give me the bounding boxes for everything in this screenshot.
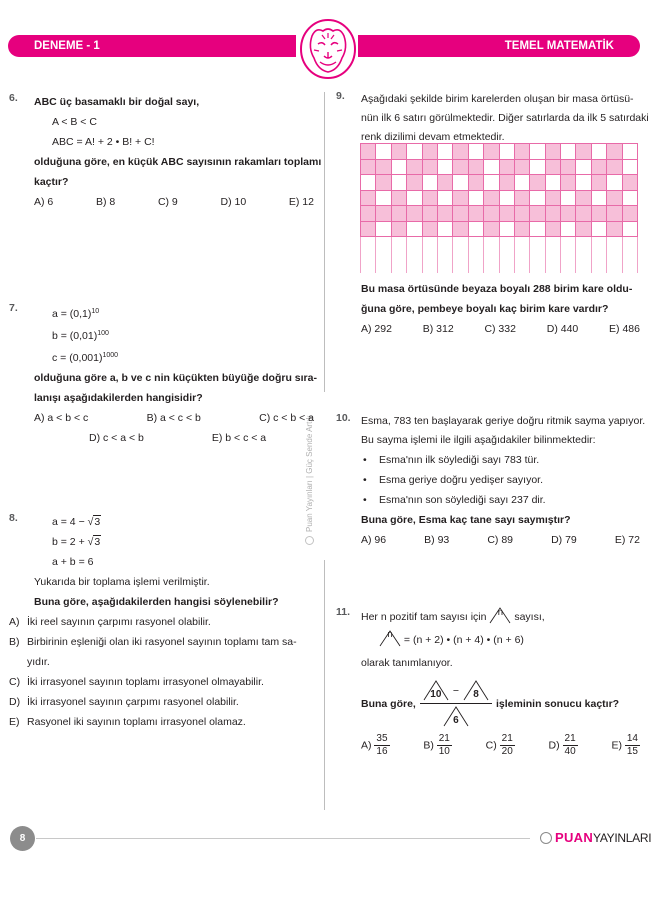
white-cell xyxy=(592,222,607,238)
equation: A < B < C xyxy=(52,116,97,128)
question-prompt: Bu masa örtüsünde beyaza boyalı 288 birim kare oldu- xyxy=(361,283,633,295)
grid-column-extension xyxy=(423,237,438,273)
bullet-item: • Esma'nın son söylediği sayı 237 dir. xyxy=(363,494,546,506)
pink-cell xyxy=(592,160,607,176)
question-prompt: kaçtır? xyxy=(34,176,69,188)
white-cell xyxy=(623,191,638,207)
option-c[interactable]: C) İki irrasyonel sayının toplamı irrasyonel olmayabilir. xyxy=(9,676,264,688)
question-number: 11. xyxy=(336,606,351,618)
white-cell xyxy=(484,160,499,176)
question-9-prompt xyxy=(336,279,640,339)
question-number: 6. xyxy=(9,92,18,104)
pink-cell xyxy=(546,144,561,160)
option-a[interactable]: A) $\frac{35}{16}$ xyxy=(361,733,388,757)
grid-column-extension xyxy=(607,237,622,273)
grid-column-extension xyxy=(407,237,422,273)
white-cell xyxy=(469,191,484,207)
pink-cell xyxy=(392,206,407,222)
white-cell xyxy=(376,222,391,238)
pink-cell xyxy=(484,191,499,207)
pink-cell xyxy=(515,160,530,176)
question-stem: Aşağıdaki şekilde birim karelerden oluşan bir masa örtüsü- xyxy=(361,93,634,105)
grid-column-extension xyxy=(515,237,530,273)
white-cell xyxy=(515,175,530,191)
pink-cell xyxy=(423,144,438,160)
column-divider-top xyxy=(324,92,325,392)
pink-cell xyxy=(607,144,622,160)
pink-cell xyxy=(546,206,561,222)
pink-cell xyxy=(500,206,515,222)
pink-cell xyxy=(546,160,561,176)
equation-c: $c = (0,001)^{1000}$ xyxy=(52,352,119,364)
pink-cell xyxy=(453,191,468,207)
pink-cell xyxy=(423,191,438,207)
white-cell xyxy=(623,160,638,176)
triangle-operator-icon: 8 xyxy=(463,680,489,701)
option-a[interactable]: A) 292 xyxy=(361,323,392,335)
pink-cell xyxy=(515,144,530,160)
white-cell xyxy=(576,175,591,191)
grid-column-extension xyxy=(484,237,499,273)
question-prompt: Buna göre, aşağıdakilerden hangisi söylenebilir? xyxy=(34,596,279,608)
triangle-fraction: 10 − 8 6 xyxy=(420,680,492,727)
question-10 xyxy=(336,412,646,550)
pink-cell xyxy=(546,222,561,238)
pink-cell xyxy=(607,222,622,238)
option-e[interactable]: E) 486 xyxy=(609,323,640,335)
question-info: Yukarıda bir toplama işlemi verilmiştir. xyxy=(34,576,210,588)
pink-cell xyxy=(361,191,376,207)
equation-a: $a = (0,1)^{10}$ xyxy=(52,308,100,320)
white-cell xyxy=(561,191,576,207)
pink-cell xyxy=(576,206,591,222)
pink-cell xyxy=(607,160,622,176)
pink-cell xyxy=(438,175,453,191)
grid-column-extension xyxy=(392,237,407,273)
pink-cell xyxy=(561,160,576,176)
question-prompt: lanışı aşağıdakilerden hangisidir? xyxy=(34,392,203,404)
brand-rest: YAYINLARI xyxy=(593,830,652,845)
bullet-item: • Esma'nın ilk söylediği sayı 783 tür. xyxy=(363,454,540,466)
white-cell xyxy=(561,144,576,160)
pink-cell xyxy=(484,206,499,222)
pink-cell xyxy=(361,222,376,238)
question-11 xyxy=(336,606,640,758)
column-divider-bottom xyxy=(324,560,325,810)
question-stem: nün ilk 6 satırı görülmektedir. Diğer satırlarda da ilk 5 satırdaki xyxy=(361,112,649,124)
operator-definition: n = (n + 2) • (n + 4) • (n + 6) xyxy=(361,628,640,652)
triangle-operator-icon: n xyxy=(379,630,401,647)
answer-options xyxy=(361,319,640,339)
grid-column-extension xyxy=(500,237,515,273)
pink-cell xyxy=(392,222,407,238)
brand-bold: PUAN xyxy=(555,830,594,845)
question-stem: ABC üç basamaklı bir doğal sayı, xyxy=(34,96,200,108)
option-c[interactable]: C) $\frac{21}{20}$ xyxy=(485,733,513,757)
question-stem: Bu sayma işlemi ile ilgili aşağıdakiler bilinmektedir: xyxy=(361,434,596,446)
option-d[interactable]: D) c < a < b xyxy=(89,432,144,444)
option-d[interactable]: D) $\frac{21}{40}$ xyxy=(548,733,576,757)
grid-column-extension xyxy=(453,237,468,273)
pink-cell xyxy=(530,175,545,191)
tablecloth-figure xyxy=(360,143,638,273)
equation-a: a = 4 − √3 xyxy=(52,516,101,528)
white-cell xyxy=(438,191,453,207)
option-e[interactable]: E) $\frac{14}{15}$ xyxy=(611,733,638,757)
pink-cell xyxy=(361,160,376,176)
option-a[interactable]: A) İki reel sayının çarpımı rasyonel olabilir. xyxy=(9,616,211,628)
question-number: 9. xyxy=(336,90,345,102)
pink-cell xyxy=(484,222,499,238)
option-d[interactable]: D) 10 xyxy=(220,196,247,208)
white-cell xyxy=(623,222,638,238)
question-prompt: olduğuna göre a, b ve c nin küçükten büyüğe doğru sıra- xyxy=(34,372,317,384)
question-prompt: Buna göre, Esma kaç tane sayı saymıştır? xyxy=(361,514,571,526)
option-c[interactable]: C) 332 xyxy=(484,323,516,335)
pink-cell xyxy=(392,144,407,160)
pink-cell xyxy=(407,206,422,222)
pink-cell xyxy=(407,175,422,191)
pink-cell xyxy=(361,206,376,222)
pink-cell xyxy=(453,222,468,238)
pink-cell xyxy=(607,206,622,222)
question-6 xyxy=(9,92,322,212)
white-cell xyxy=(407,222,422,238)
white-cell xyxy=(438,144,453,160)
option-d[interactable]: D) 440 xyxy=(546,323,579,335)
pink-cell xyxy=(576,191,591,207)
question-prompt: Buna göre, 10 − 8 6 işleminin sonucu kaçtır? xyxy=(361,680,640,727)
option-c[interactable]: C) 9 xyxy=(157,196,178,208)
pink-cell xyxy=(376,175,391,191)
white-cell xyxy=(530,160,545,176)
question-number: 10. xyxy=(336,412,351,424)
option-b[interactable]: B) 93 xyxy=(424,534,450,546)
equation: ABC = A! + 2 • B! + C! xyxy=(52,136,155,148)
pink-cell xyxy=(530,206,545,222)
question-9 xyxy=(336,90,649,147)
footer-divider xyxy=(36,838,530,839)
pink-cell xyxy=(423,206,438,222)
white-cell xyxy=(376,144,391,160)
pink-cell xyxy=(423,160,438,176)
equation-sum: a + b = 6 xyxy=(52,556,94,568)
header-left-band xyxy=(8,35,296,57)
white-cell xyxy=(530,144,545,160)
question-7 xyxy=(9,302,317,448)
grid-column-extension xyxy=(561,237,576,273)
pink-cell xyxy=(423,222,438,238)
white-cell xyxy=(438,222,453,238)
pink-cell xyxy=(592,206,607,222)
tiger-head-icon xyxy=(297,18,359,80)
bullet-item: • Esma geriye doğru yedişer sayıyor. xyxy=(363,474,543,486)
option-e[interactable]: E) 72 xyxy=(614,534,640,546)
pink-cell xyxy=(515,222,530,238)
question-prompt: ğuna göre, pembeye boyalı kaç birim kare vardır? xyxy=(361,303,609,315)
option-b[interactable]: B) 8 xyxy=(95,196,116,208)
question-8 xyxy=(9,512,314,732)
option-d[interactable]: D) İki irrasyonel sayının çarpımı rasyonel olabilir. xyxy=(9,696,239,708)
white-cell xyxy=(592,191,607,207)
white-cell xyxy=(530,191,545,207)
grid-column-extension xyxy=(576,237,591,273)
white-cell xyxy=(576,160,591,176)
answer-options-row2 xyxy=(34,428,314,448)
grid-column-extension xyxy=(623,237,638,273)
triangle-operator-icon: n xyxy=(489,607,511,624)
pink-cell xyxy=(576,144,591,160)
question-stem: Her n pozitif tam sayısı için n sayısı, xyxy=(361,607,545,623)
pink-cell xyxy=(546,191,561,207)
pink-cell xyxy=(407,160,422,176)
pink-cell xyxy=(592,175,607,191)
question-number: 8. xyxy=(9,512,18,524)
subject-title: TEMEL MATEMATİK xyxy=(504,40,614,52)
answer-options xyxy=(34,192,314,212)
page-number-badge: 8 xyxy=(10,826,35,851)
header-right-band xyxy=(358,35,640,57)
puan-logo-icon xyxy=(540,832,552,844)
white-cell xyxy=(561,222,576,238)
pink-cell xyxy=(561,206,576,222)
pink-cell xyxy=(469,206,484,222)
pink-cell xyxy=(453,160,468,176)
answer-options-row1 xyxy=(34,408,314,428)
grid-column-extension xyxy=(361,237,376,273)
grid-column-extension xyxy=(376,237,391,273)
pink-cell xyxy=(392,191,407,207)
white-cell xyxy=(623,144,638,160)
pink-cell xyxy=(515,206,530,222)
pink-cell xyxy=(469,175,484,191)
question-number: 7. xyxy=(9,302,18,314)
white-cell xyxy=(469,222,484,238)
pink-cell xyxy=(623,175,638,191)
pink-cell xyxy=(515,191,530,207)
pink-cell xyxy=(361,144,376,160)
answer-options xyxy=(361,733,640,758)
watermark-text: Puan Yayınları | Güç Sende Artık xyxy=(305,415,314,532)
grid-column-extension xyxy=(469,237,484,273)
grid-column-extension xyxy=(438,237,453,273)
question-stem: Esma, 783 ten başlayarak geriye doğru ritmik sayma yapıyor. xyxy=(361,415,646,427)
option-b[interactable]: B) 312 xyxy=(422,323,454,335)
grid-column-extension xyxy=(530,237,545,273)
option-c[interactable]: C) 89 xyxy=(487,534,514,546)
question-prompt: olduğuna göre, en küçük ABC sayısının rakamları toplamı xyxy=(34,156,322,168)
white-cell xyxy=(607,175,622,191)
white-cell xyxy=(376,191,391,207)
pink-cell xyxy=(453,206,468,222)
option-e[interactable]: E) b < c < a xyxy=(211,432,267,444)
pink-cell xyxy=(376,206,391,222)
exam-title: DENEME - 1 xyxy=(34,40,100,52)
white-cell xyxy=(438,160,453,176)
option-e[interactable]: E) Rasyonel iki sayının toplamı irrasyonel olamaz. xyxy=(9,716,246,728)
option-a[interactable]: A) a < b < c xyxy=(34,412,89,424)
option-e[interactable]: E) 12 xyxy=(288,196,314,208)
equation-b: $b = (0,01)^{100}$ xyxy=(52,330,109,342)
white-cell xyxy=(453,175,468,191)
pink-cell xyxy=(623,206,638,222)
white-cell xyxy=(500,191,515,207)
equation-b: b = 2 + √3 xyxy=(52,536,101,548)
pink-cell xyxy=(438,206,453,222)
white-cell xyxy=(407,144,422,160)
tablecloth-grid-continuation xyxy=(360,237,638,273)
tablecloth-grid xyxy=(360,143,638,237)
definition-note: olarak tanımlanıyor. xyxy=(361,657,453,669)
white-cell xyxy=(423,175,438,191)
option-b[interactable]: B) Birbirinin eşleniği olan iki rasyonel sayının toplamı tam sa- xyxy=(9,636,297,648)
question-stem: renk dizilimi devam etmektedir. xyxy=(361,131,505,143)
pink-cell xyxy=(607,191,622,207)
option-b-continued: yıdır. xyxy=(27,656,50,668)
option-a[interactable]: A) 6 xyxy=(34,196,54,208)
white-cell xyxy=(500,222,515,238)
grid-column-extension xyxy=(592,237,607,273)
white-cell xyxy=(361,175,376,191)
white-cell xyxy=(469,144,484,160)
white-cell xyxy=(407,191,422,207)
grid-column-extension xyxy=(546,237,561,273)
triangle-operator-icon: 10 xyxy=(423,680,449,701)
white-cell xyxy=(530,222,545,238)
option-b[interactable]: B) $\frac{21}{10}$ xyxy=(423,733,450,757)
white-cell xyxy=(546,175,561,191)
option-d[interactable]: D) 79 xyxy=(551,534,577,546)
pink-cell xyxy=(500,160,515,176)
option-c[interactable]: C) c < b < a xyxy=(259,412,314,424)
publisher-logo xyxy=(540,830,651,845)
option-a[interactable]: A) 96 xyxy=(361,534,387,546)
pink-cell xyxy=(500,175,515,191)
pink-cell xyxy=(576,222,591,238)
pink-cell xyxy=(561,175,576,191)
pink-cell xyxy=(453,144,468,160)
white-cell xyxy=(392,160,407,176)
pink-cell xyxy=(484,144,499,160)
triangle-operator-icon: 6 xyxy=(443,706,469,727)
white-cell xyxy=(592,144,607,160)
pink-cell xyxy=(376,160,391,176)
option-b[interactable]: B) a < c < b xyxy=(146,412,201,424)
white-cell xyxy=(484,175,499,191)
white-cell xyxy=(392,175,407,191)
pink-cell xyxy=(469,160,484,176)
white-cell xyxy=(500,144,515,160)
answer-options xyxy=(361,530,640,550)
